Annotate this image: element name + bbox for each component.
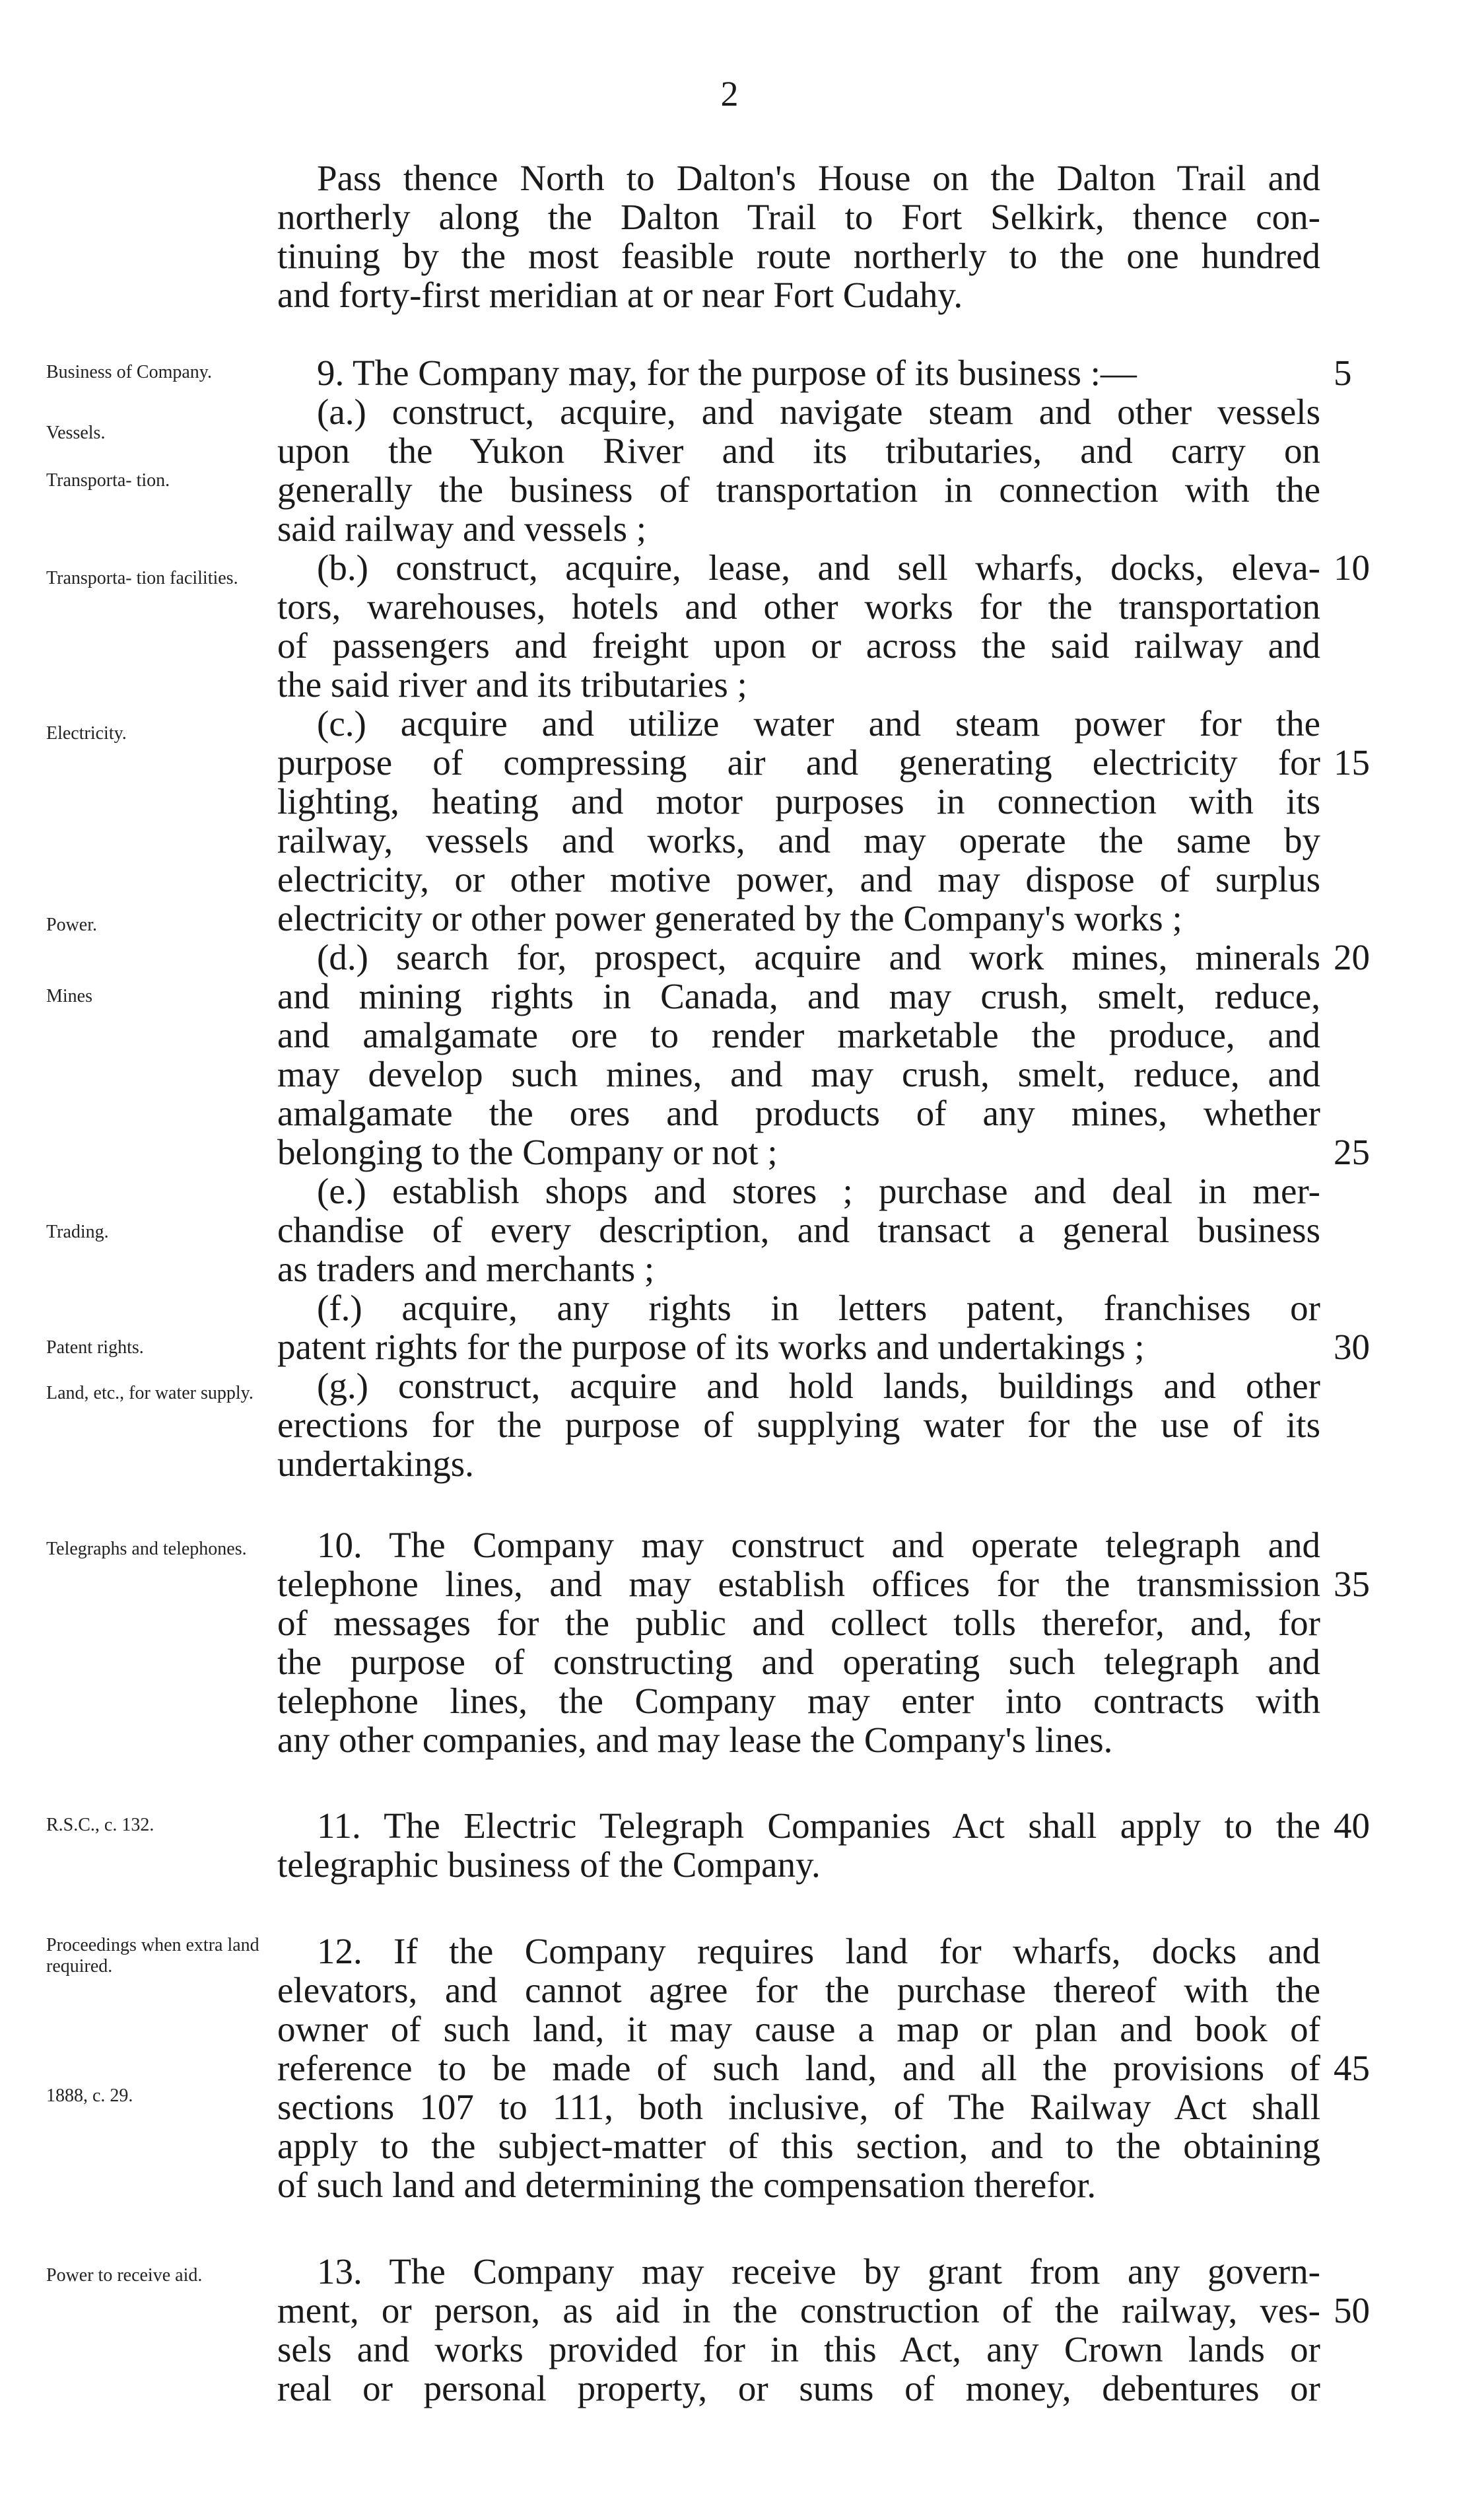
text-line: of messages for the public and collect tolls therefor, and, for bbox=[277, 1603, 1320, 1643]
line-number: 45 bbox=[1334, 2048, 1370, 2088]
margin-note-transportation-facilities: Transporta- tion facilities. bbox=[46, 568, 238, 588]
margin-note-vessels: Vessels. bbox=[46, 423, 106, 443]
line-number: 5 bbox=[1334, 353, 1352, 393]
line-number: 25 bbox=[1334, 1132, 1370, 1172]
text-line: telegraphic business of the Company. bbox=[277, 1844, 821, 1885]
line-number: 30 bbox=[1334, 1327, 1370, 1367]
margin-note-patent-rights: Patent rights. bbox=[46, 1337, 144, 1358]
text-line: tors, warehouses, hotels and other works for the transportation bbox=[277, 586, 1320, 627]
section-12-line: 12. If the Company requires land for wharfs, docks and bbox=[317, 1931, 1320, 1971]
section-9-line: 9. The Company may, for the purpose of its business :— bbox=[317, 353, 1137, 393]
margin-note-transportation: Transporta- tion. bbox=[46, 470, 170, 491]
text-line: reference to be made of such land, and all the provisions of bbox=[277, 2048, 1320, 2088]
margin-note-1888: 1888, c. 29. bbox=[46, 2085, 133, 2106]
text-line: erections for the purpose of supplying water for the use of its bbox=[277, 1405, 1320, 1445]
text-line: real or personal property, or sums of money, debentures or bbox=[277, 2368, 1320, 2408]
text-line: the purpose of constructing and operating such telegraph and bbox=[277, 1642, 1320, 1682]
line-number: 15 bbox=[1334, 742, 1370, 783]
text-line: owner of such land, it may cause a map or plan and book of bbox=[277, 2009, 1320, 2049]
margin-note-power: Power. bbox=[46, 915, 97, 935]
text-line: of such land and determining the compensation therefor. bbox=[277, 2165, 1097, 2205]
text-line: as traders and merchants ; bbox=[277, 1249, 655, 1289]
text-line: (d.) search for, prospect, acquire and work mines, minerals bbox=[317, 937, 1320, 977]
text-line: (f.) acquire, any rights in letters patent, franchises or bbox=[317, 1288, 1320, 1328]
text-line: apply to the subject-matter of this section, and to the obtaining bbox=[277, 2126, 1320, 2166]
text-line: generally the business of transportation in connection with the bbox=[277, 470, 1320, 510]
section-11-line: 11. The Electric Telegraph Companies Act shall apply to the bbox=[317, 1805, 1320, 1846]
margin-note-telegraphs: Telegraphs and telephones. bbox=[46, 1539, 247, 1559]
text-line: and mining rights in Canada, and may crush, smelt, reduce, bbox=[277, 976, 1320, 1016]
text-line: the said river and its tributaries ; bbox=[277, 664, 747, 705]
line-number: 50 bbox=[1334, 2290, 1370, 2330]
text-line: and amalgamate ore to render marketable the produce, and bbox=[277, 1015, 1320, 1055]
text-line: (e.) establish shops and stores ; purchase and deal in mer- bbox=[317, 1171, 1320, 1211]
margin-note-mines: Mines bbox=[46, 986, 92, 1006]
line-number: 20 bbox=[1334, 937, 1370, 977]
line-number: 35 bbox=[1334, 1564, 1370, 1604]
text-line: railway, vessels and works, and may operate the same by bbox=[277, 820, 1320, 860]
text-line: amalgamate the ores and products of any mines, whether bbox=[277, 1093, 1320, 1133]
text-line: (g.) construct, acquire and hold lands, buildings and other bbox=[317, 1366, 1320, 1406]
text-line: (c.) acquire and utilize water and steam power for the bbox=[317, 703, 1320, 744]
line-number: 10 bbox=[1334, 547, 1370, 588]
text-line: electricity, or other motive power, and may dispose of surplus bbox=[277, 859, 1320, 899]
text-line: ment, or person, as aid in the construction of the railway, ves- bbox=[277, 2290, 1320, 2330]
margin-note-trading: Trading. bbox=[46, 1222, 109, 1242]
text-line: sels and works provided for in this Act, any Crown lands or bbox=[277, 2329, 1320, 2369]
text-line: and forty-first meridian at or near Fort Cudahy. bbox=[277, 275, 963, 315]
text-line: elevators, and cannot agree for the purchase thereof with the bbox=[277, 1970, 1320, 2010]
text-line: (a.) construct, acquire, and navigate steam and other vessels bbox=[317, 392, 1320, 432]
text-line: lighting, heating and motor purposes in connection with its bbox=[277, 781, 1320, 822]
margin-note-electricity: Electricity. bbox=[46, 723, 127, 744]
text-line: purpose of compressing air and generating electricity for bbox=[277, 742, 1320, 783]
margin-note-land-water-supply: Land, etc., for water supply. bbox=[46, 1383, 254, 1403]
text-line: tinuing by the most feasible route northerly to the one hundred bbox=[277, 236, 1320, 276]
text-line: undertakings. bbox=[277, 1444, 474, 1484]
margin-note-power-to-receive-aid: Power to receive aid. bbox=[46, 2265, 203, 2286]
page-number: 2 bbox=[720, 74, 739, 114]
text-line: Pass thence North to Dalton's House on the Dalton Trail and bbox=[317, 158, 1320, 198]
section-13-line: 13. The Company may receive by grant from any govern- bbox=[317, 2251, 1320, 2292]
text-line: sections 107 to 111, both inclusive, of The Railway Act shall bbox=[277, 2087, 1320, 2127]
section-10-line: 10. The Company may construct and operate telegraph and bbox=[317, 1525, 1320, 1565]
text-line: telephone lines, the Company may enter into contracts with bbox=[277, 1681, 1320, 1721]
text-line: northerly along the Dalton Trail to Fort Selkirk, thence con- bbox=[277, 197, 1320, 237]
margin-note-business: Business of Company. bbox=[46, 362, 212, 382]
text-line: telephone lines, and may establish offices for the transmission bbox=[277, 1564, 1320, 1604]
text-line: belonging to the Company or not ; bbox=[277, 1132, 778, 1172]
text-line: chandise of every description, and transact a general business bbox=[277, 1210, 1320, 1250]
text-line: patent rights for the purpose of its works and undertakings ; bbox=[277, 1327, 1145, 1367]
margin-note-proceedings: Proceedings when extra land required. bbox=[46, 1935, 259, 1977]
text-line: electricity or other power generated by the Company's works ; bbox=[277, 898, 1182, 938]
margin-note-rsc: R.S.C., c. 132. bbox=[46, 1815, 154, 1835]
line-number: 40 bbox=[1334, 1805, 1370, 1846]
text-line: any other companies, and may lease the Company's lines. bbox=[277, 1720, 1113, 1760]
text-line: of passengers and freight upon or across the said railway and bbox=[277, 625, 1320, 666]
text-line: upon the Yukon River and its tributaries, and carry on bbox=[277, 431, 1320, 471]
text-line: (b.) construct, acquire, lease, and sell wharfs, docks, eleva- bbox=[317, 547, 1320, 588]
text-line: said railway and vessels ; bbox=[277, 508, 647, 549]
text-line: may develop such mines, and may crush, smelt, reduce, and bbox=[277, 1054, 1320, 1094]
